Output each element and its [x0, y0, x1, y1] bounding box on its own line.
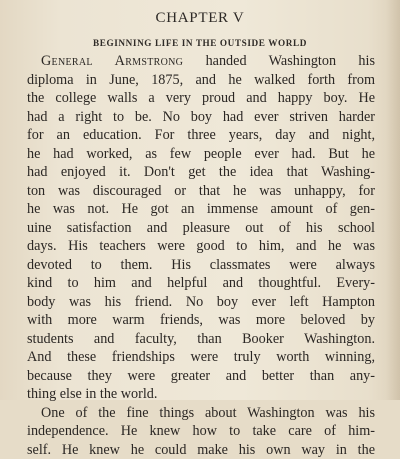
text-line: And these friendships were truly worth winning,	[27, 348, 375, 367]
paragraph-1	[27, 52, 375, 404]
paragraph-2	[27, 404, 375, 459]
text-line: because they were greater and better than any-	[27, 367, 375, 386]
text-line: uine satisfaction and pleasure out of his school	[27, 219, 375, 238]
text-line: devoted to them. His classmates were always	[27, 256, 375, 275]
chapter-subtitle: BEGINNING LIFE IN THE OUTSIDE WORLD	[0, 38, 400, 48]
text-line: thing else in the world.	[27, 385, 375, 404]
body-text	[27, 52, 375, 459]
text-line: had a right to be. No boy had ever striven harder	[27, 108, 375, 127]
text-line: One of the fine things about Washington was his	[27, 404, 375, 423]
text-line: for an education. For three years, day and night,	[27, 126, 375, 145]
text-line: he had worked, as few people ever had. But he	[27, 145, 375, 164]
text-line: kind to him and helpful and thoughtful. Every-	[27, 274, 375, 293]
text-line: students and faculty, than Booker Washington.	[27, 330, 375, 349]
page-edge-shadow	[386, 0, 400, 400]
paragraph-lead-smallcaps: General Armstrong	[41, 53, 183, 69]
text-line: days. His teachers were good to him, and he was	[27, 237, 375, 256]
text-line	[27, 52, 375, 71]
text-line: he was not. He got an immense amount of gen-	[27, 200, 375, 219]
text-line: self. He knew he could make his own way in the	[27, 441, 375, 459]
text-line: with more warm friends, was more beloved by	[27, 311, 375, 330]
text-line: had enjoyed it. Don't get the idea that Washing-	[27, 163, 375, 182]
text-line-rest: handed Washington his	[206, 53, 375, 69]
text-line: diploma in June, 1875, and he walked forth from	[27, 71, 375, 90]
text-line: body was his friend. No boy ever left Hampton	[27, 293, 375, 312]
text-line: independence. He knew how to take care of him-	[27, 422, 375, 441]
chapter-heading: CHAPTER V	[0, 10, 400, 27]
text-line: ton was discouraged or that he was unhappy, for	[27, 182, 375, 201]
text-line: the college walls a very proud and happy boy. He	[27, 89, 375, 108]
